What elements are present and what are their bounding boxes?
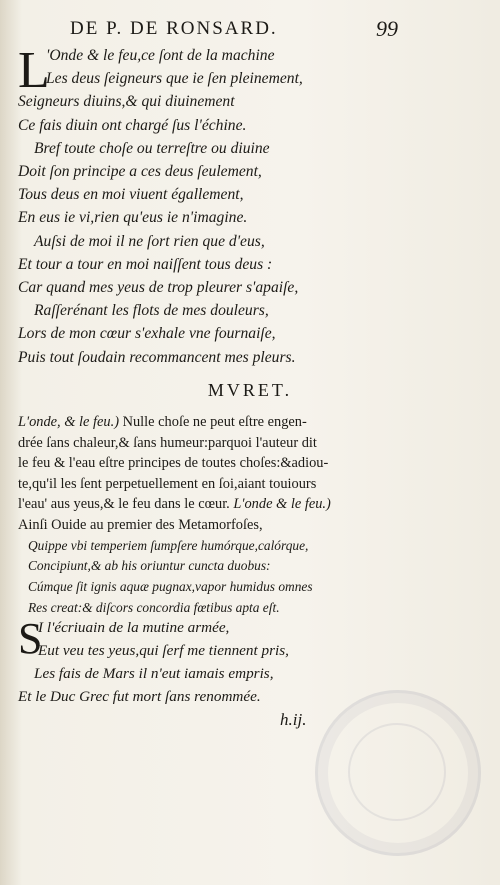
- drop-cap-l: L: [18, 42, 50, 99]
- commentary-line: drée ſans chaleur,& ſans humeur:parquoi l'auteur dit: [18, 434, 317, 451]
- sonnet-main: [18, 44, 348, 369]
- commentary: [18, 412, 372, 619]
- poem-line-2: Les deus ſeigneurs que ie ſen pleinement,: [46, 70, 303, 88]
- poem-line: En eus ie vi,rien qu'eus ie n'imagine.: [18, 209, 248, 227]
- commentary-line: le feu & l'eau eſtre principes de toutes choſes:&adiou-: [18, 455, 329, 472]
- library-stamp: [315, 690, 481, 856]
- poem-line: Lors de mon cœur s'exhale vne fournaiſe,: [18, 325, 276, 343]
- commentary-line: Ainſi Ouide au premier des Metamorfoſes,: [18, 516, 263, 533]
- sonnet-line: I l'écriuain de la mutine armée,: [38, 619, 230, 636]
- page-header: [70, 18, 480, 44]
- commentary-line: te,qu'il les ſent perpetuellement en ſoi,aiant touiours: [18, 475, 317, 492]
- quote-line: Quippe vbi temperiem ſumpſere humórque,calórque,: [28, 537, 309, 553]
- sonnet-next: [18, 616, 348, 708]
- lemma: L'onde & le feu.): [233, 496, 331, 513]
- poem-line: Seigneurs diuins,& qui diuinement: [18, 93, 235, 111]
- poem-line: Tous deus en moi viuent égallement,: [18, 186, 244, 204]
- poem-line: Bref toute choſe ou terreſtre ou diuine: [34, 139, 270, 157]
- quote-line: Concipiunt,& ab his oriuntur cuncta duobus:: [28, 558, 271, 574]
- running-head: DE P. DE RONSARD.: [70, 18, 278, 39]
- commentary-line: [18, 412, 372, 433]
- sonnet-line: Les fais de Mars il n'eut iamais empris,: [34, 665, 274, 682]
- drop-cap-s: S: [18, 614, 43, 663]
- quote-line: Res creat:& diſcors concordia fœtibus apta eſt.: [28, 599, 280, 615]
- poem-line: Doit ſon principe a ces deus ſeulement,: [18, 163, 262, 181]
- poem-line: Auſsi de moi il ne ſort rien que d'eus,: [34, 232, 265, 250]
- poem-line: Car quand mes yeus de trop pleurer s'apaiſe,: [18, 279, 299, 297]
- quote-line: Cúmque ſit ignis aquæ pugnax,vapor humidus omnes: [28, 579, 313, 595]
- commentary-text: Nulle choſe ne peut eſtre engen-: [119, 414, 307, 430]
- library-stamp-inner: [348, 723, 446, 821]
- poem-line: Puis tout ſoudain recommancent mes pleurs.: [18, 348, 296, 366]
- section-title: MVRET.: [207, 380, 293, 400]
- commentary-text: l'eau' aus yeus,& le feu dans le cœur.: [18, 496, 230, 513]
- page-number: 99: [376, 16, 398, 41]
- commentary-line: [18, 494, 372, 515]
- signature-mark: h.ij.: [280, 710, 307, 729]
- poem-line: Raſſerénant les flots de mes douleurs,: [34, 302, 269, 320]
- poem-line: Ce fais diuin ont chargé ſus l'échine.: [18, 116, 247, 134]
- sonnet-line: Eut veu tes yeus,qui ſerf me tiennent pris,: [38, 642, 289, 659]
- lemma: L'onde, & le feu.): [18, 414, 119, 430]
- poem-line: Et tour a tour en moi naiſſent tous deus :: [18, 255, 273, 273]
- poem-line-1: 'Onde & le feu,ce ſont de la machine: [46, 47, 275, 64]
- sonnet-line: Et le Duc Grec fut mort ſans renommée.: [18, 688, 261, 705]
